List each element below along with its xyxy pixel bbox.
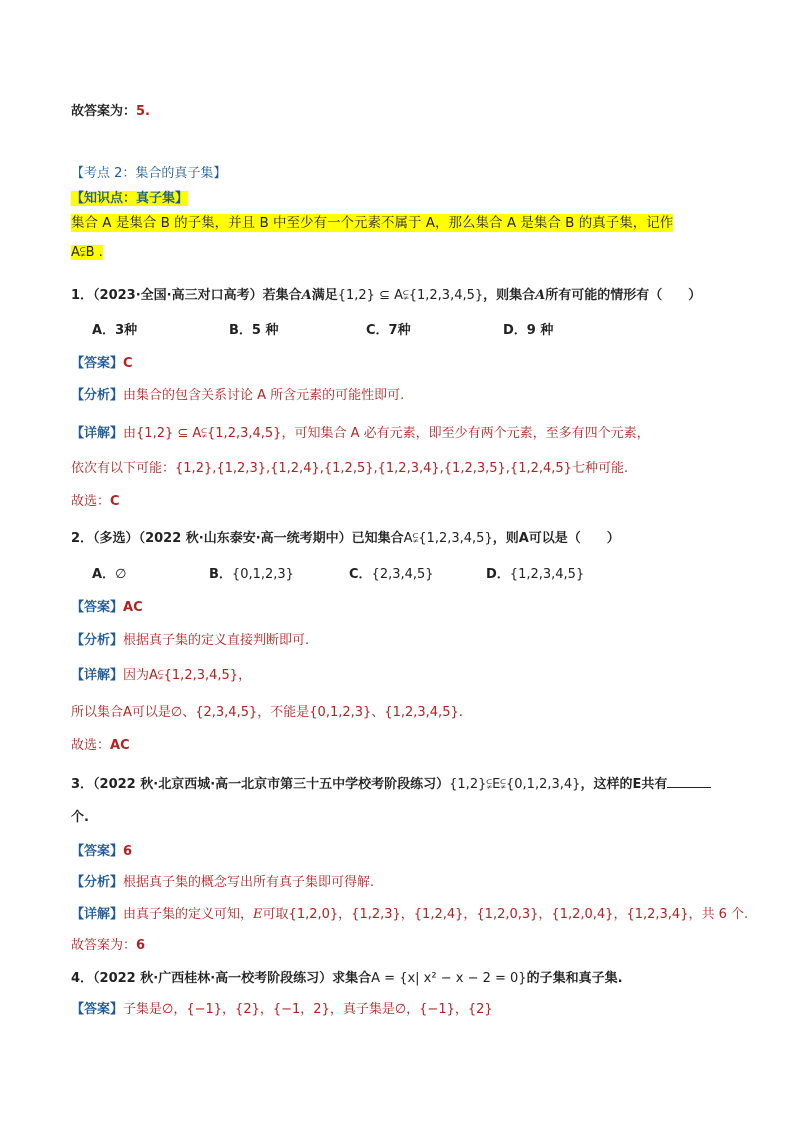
q3-answer bbox=[71, 843, 132, 861]
q3-final-value: 6 bbox=[136, 938, 146, 953]
q2-stem-a: 已知集合 bbox=[351, 531, 404, 546]
q3-analysis-label: 【分析】 bbox=[71, 875, 124, 890]
q1-stem-a: 若集合 bbox=[262, 288, 302, 303]
q2-detail-line1 bbox=[71, 667, 251, 685]
q1-choose-value: C bbox=[110, 494, 120, 509]
q2-stem-c: ，则A可以是（ ） bbox=[492, 531, 620, 546]
q3-detail-label: 【详解】 bbox=[71, 907, 124, 922]
q3-blank[interactable] bbox=[667, 775, 711, 788]
q2-option-c[interactable]: C．{2,3,4,5} bbox=[349, 567, 434, 582]
q2-answer-label: 【答案】 bbox=[71, 600, 124, 615]
q1-source: （2023·全国·高三对口高考） bbox=[93, 288, 263, 303]
question-4-stem bbox=[71, 970, 623, 988]
q1-analysis-label: 【分析】 bbox=[71, 388, 124, 403]
q2-option-d[interactable]: D．{1,2,3,4,5} bbox=[486, 567, 585, 582]
q2-detail-text-a: 因为 bbox=[123, 668, 150, 683]
q2-set-expr: A⫋{1,2,3,4,5} bbox=[403, 531, 493, 546]
q3-final bbox=[71, 937, 145, 955]
q4-answer-label: 【答案】 bbox=[71, 1002, 124, 1017]
q1-detail-label: 【详解】 bbox=[71, 426, 124, 441]
q1-option-c[interactable]: C．7种 bbox=[366, 323, 411, 338]
knowledge-notation: A⫋B . bbox=[71, 245, 103, 260]
q1-choose bbox=[71, 493, 120, 511]
question-2-stem bbox=[71, 530, 620, 548]
q1-detail-text-c: ，可知集合 A 必有元素，即至少有两个元素，至多有四个元素， bbox=[281, 426, 650, 441]
previous-answer-prefix: 故答案为： bbox=[71, 104, 137, 119]
q3-analysis bbox=[71, 874, 374, 892]
q1-set-expr: {1,2} ⊆ A⫋{1,2,3,4,5} bbox=[337, 288, 484, 303]
q1-stem-d: 所有可能的情形有（ ） bbox=[545, 288, 702, 303]
previous-answer-line bbox=[71, 103, 150, 121]
q3-source: （2022 秋·北京西城·高一北京市第三十五中学校考阶段练习） bbox=[93, 777, 450, 792]
knowledge-text-line1: 集合 A 是集合 B 的子集，并且 B 中至少有一个元素不属于 A，那么集合 A 是集合 B 的真子集，记作 bbox=[71, 215, 674, 231]
q2-choose bbox=[71, 737, 130, 755]
q3-answer-value: 6 bbox=[123, 844, 133, 859]
q1-choose-label: 故选： bbox=[71, 494, 111, 509]
q4-set-expr: A = {x| x² − x − 2 = 0} bbox=[371, 971, 527, 986]
q4-answer bbox=[71, 1001, 493, 1019]
q2-detail2-c: ，不能是 bbox=[257, 705, 310, 720]
q1-answer-label: 【答案】 bbox=[71, 356, 124, 371]
q2-detail-text-c: ， bbox=[238, 668, 252, 683]
q2-answer-value: AC bbox=[123, 600, 143, 615]
q4-stem-c: 的子集和真子集. bbox=[526, 971, 623, 986]
q3-detail-a: 由真子集的定义可知， bbox=[123, 907, 254, 922]
q3-detail-var: E bbox=[253, 907, 263, 922]
q1-options bbox=[92, 322, 553, 340]
q2-multi: （多选） bbox=[93, 531, 139, 546]
q3-answer-label: 【答案】 bbox=[71, 844, 124, 859]
q1-option-a[interactable]: A．3种 bbox=[92, 323, 138, 338]
q2-answer bbox=[71, 599, 143, 617]
q3-stem-tail: 个. bbox=[71, 810, 89, 825]
q1-var-2: A bbox=[535, 288, 546, 303]
q1-detail-line1 bbox=[71, 425, 650, 443]
q3-detail bbox=[71, 906, 748, 924]
topic-heading: 【考点 2：集合的真子集】 bbox=[71, 166, 227, 181]
q3-detail-e: ，共 6 个. bbox=[688, 907, 749, 922]
q1-detail2-text-c: 七种可能. bbox=[571, 461, 629, 476]
q2-detail-expr: A⫋{1,2,3,4,5} bbox=[149, 668, 239, 683]
q2-option-a[interactable]: A．∅ bbox=[92, 567, 127, 582]
q4-answer-text: 子集是∅，{−1}，{2}，{−1，2}，真子集是∅，{−1}，{2} bbox=[123, 1002, 493, 1017]
q2-detail-label: 【详解】 bbox=[71, 668, 124, 683]
q1-answer-value: C bbox=[123, 356, 133, 371]
q1-option-d[interactable]: D．9 种 bbox=[503, 323, 554, 338]
q1-detail-line2 bbox=[71, 460, 628, 478]
q1-stem-c: ，则集合 bbox=[483, 288, 536, 303]
q2-detail2-e: . bbox=[458, 705, 463, 720]
q1-number: 1． bbox=[71, 288, 94, 303]
q1-detail2-text-a: 依次有以下可能： bbox=[71, 461, 176, 476]
q2-number: 2． bbox=[71, 531, 94, 546]
q2-detail2-d: {0,1,2,3}、{1,2,3,4,5} bbox=[309, 705, 459, 720]
q1-analysis bbox=[71, 387, 404, 405]
q2-source: （2022 秋·山东泰安·高一统考期中） bbox=[138, 531, 352, 546]
previous-answer-value: 5. bbox=[136, 104, 150, 119]
q2-choose-value: AC bbox=[110, 738, 130, 753]
q2-detail2-a: 所以集合A可以是 bbox=[71, 705, 171, 720]
q4-stem-a: 求集合 bbox=[332, 971, 372, 986]
q4-source: （2022 秋·广西桂林·高一校考阶段练习） bbox=[93, 971, 333, 986]
q2-detail-line2 bbox=[71, 704, 463, 722]
q2-options bbox=[92, 566, 584, 584]
q2-option-b[interactable]: B．{0,1,2,3} bbox=[209, 567, 294, 582]
q3-stem-b: ，这样的E共有 bbox=[580, 777, 668, 792]
knowledge-text-line2 bbox=[71, 244, 103, 262]
question-3-stem bbox=[71, 775, 711, 794]
q1-option-b[interactable]: B．5 种 bbox=[229, 323, 279, 338]
q3-analysis-text: 根据真子集的概念写出所有真子集即可得解. bbox=[123, 875, 375, 890]
knowledge-label: 【知识点：真子集】 bbox=[71, 191, 189, 206]
q1-detail2-sets: {1,2},{1,2,3},{1,2,4},{1,2,5},{1,2,3,4},{1,2,3,5},{1,2,4,5} bbox=[175, 461, 572, 476]
q3-detail-sets: {1,2,0}，{1,2,3}，{1,2,4}，{1,2,0,3}，{1,2,0,4}，{1,2,3,4} bbox=[288, 907, 689, 922]
q2-analysis bbox=[71, 632, 309, 650]
q2-analysis-label: 【分析】 bbox=[71, 633, 124, 648]
q3-number: 3． bbox=[71, 777, 94, 792]
q3-detail-c: 可取 bbox=[262, 907, 289, 922]
q1-answer bbox=[71, 355, 133, 373]
q1-analysis-text: 由集合的包含关系讨论 A 所含元素的可能性即可. bbox=[123, 388, 405, 403]
knowledge-heading bbox=[71, 190, 188, 208]
q2-analysis-text: 根据真子集的定义直接判断即可. bbox=[123, 633, 310, 648]
q1-detail-text-a: 由 bbox=[123, 426, 137, 441]
q1-detail-expr: {1,2} ⊆ A⫋{1,2,3,4,5} bbox=[136, 426, 282, 441]
q3-final-label: 故答案为： bbox=[71, 938, 137, 953]
q2-detail2-b: ∅、{2,3,4,5} bbox=[170, 705, 258, 720]
q4-number: 4． bbox=[71, 971, 94, 986]
q3-set-expr: {1,2}⫋E⫋{0,1,2,3,4} bbox=[449, 777, 581, 792]
q2-choose-label: 故选： bbox=[71, 738, 111, 753]
question-1-stem bbox=[71, 287, 701, 305]
q1-var: A bbox=[301, 288, 312, 303]
q1-stem-b: 满足 bbox=[311, 288, 338, 303]
